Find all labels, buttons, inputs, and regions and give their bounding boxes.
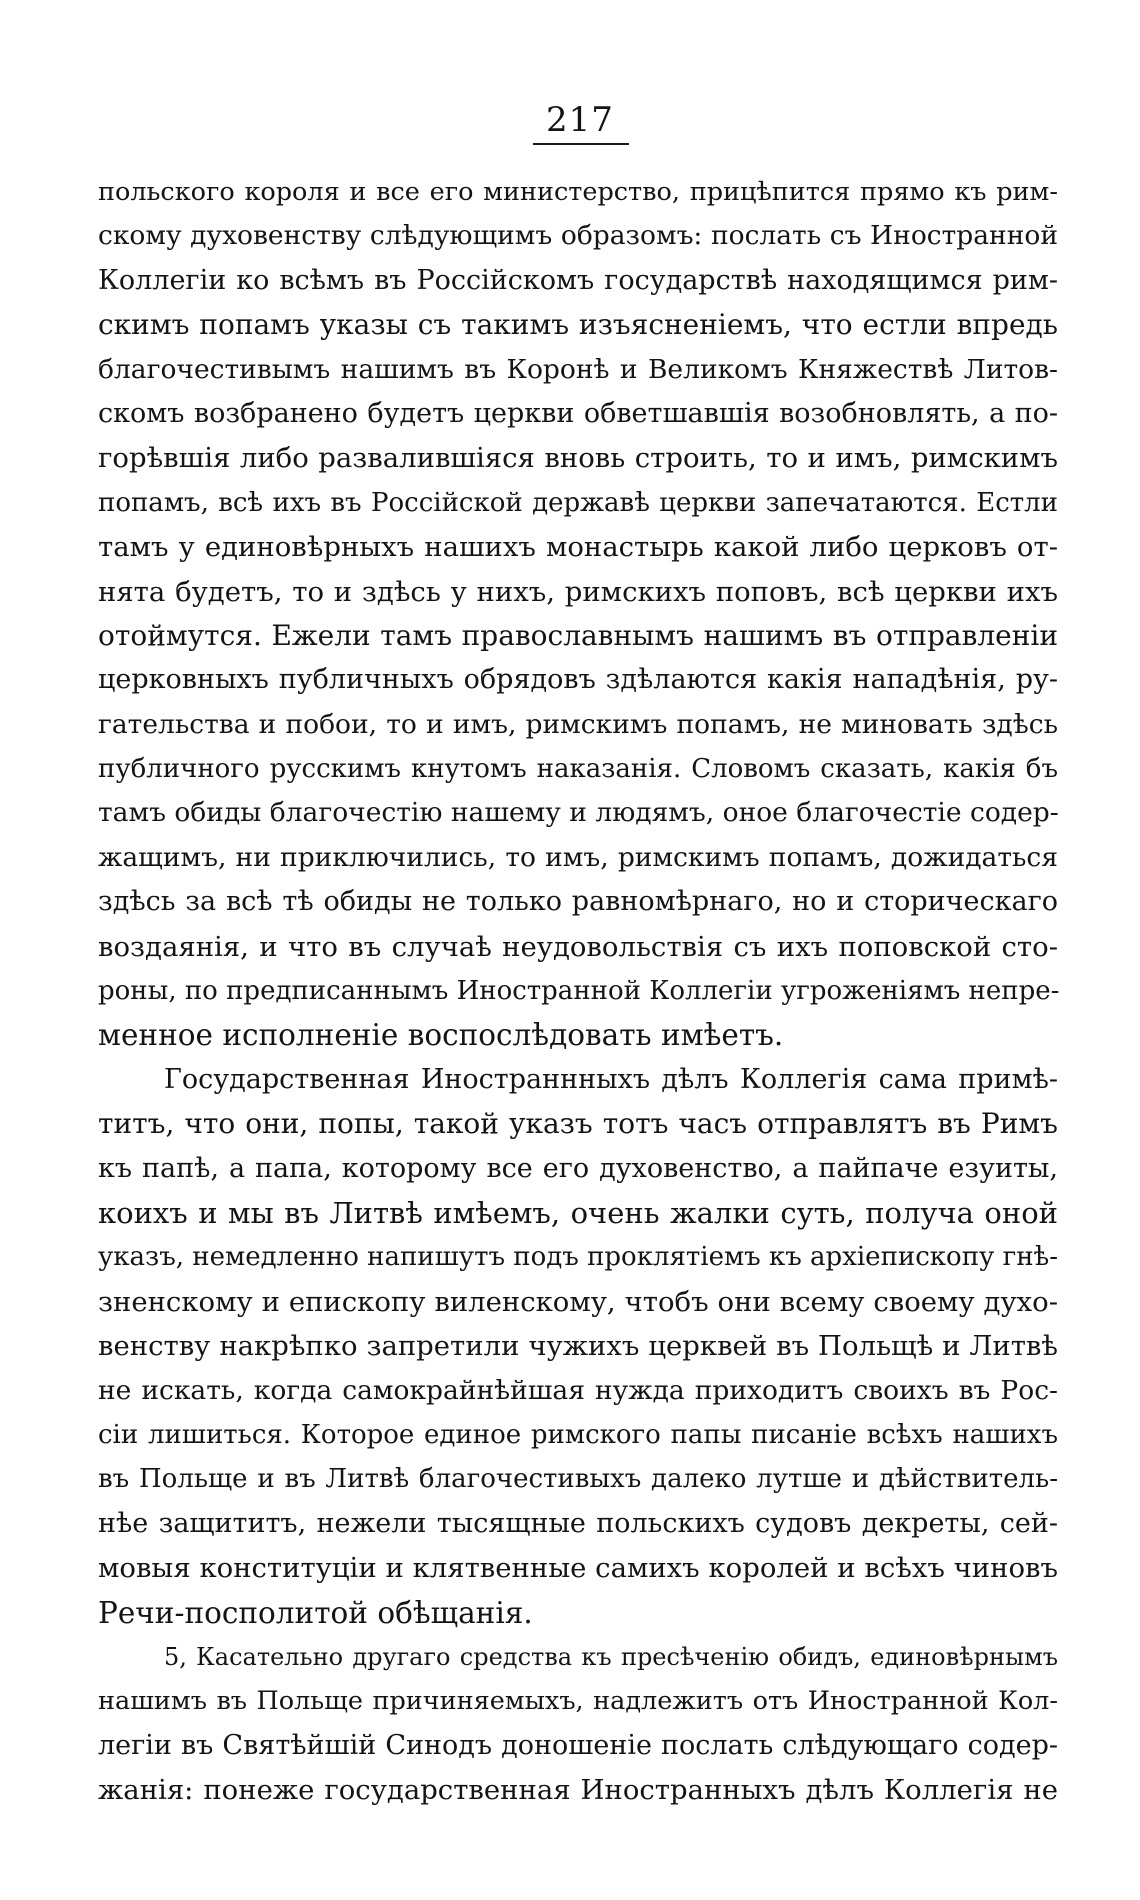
paragraph: [98, 1635, 1058, 1813]
text-line: венству накрѣпко запретили чужихъ церквей въ Польщѣ и Литвѣ: [98, 1330, 1058, 1363]
text-line: жанія: понеже государственная Иностранныхъ дѣлъ Коллегія не: [98, 1774, 1058, 1807]
text-line: титъ, что они, попы, такой указъ тотъ часъ отправлятъ въ Римъ: [98, 1107, 1058, 1141]
text-line: польского короля и все его министерство, прицѣпится прямо къ рим-: [98, 177, 1058, 207]
paragraph: [98, 1058, 1058, 1635]
text-line: скомъ возбранено будетъ церкви обветшавшія возобновлять, а по-: [98, 397, 1058, 429]
text-line: роны, по предписаннымъ Иностранной Коллегіи угроженіямъ непре-: [98, 976, 1060, 1007]
text-line: нѣе защититъ, нежели тысящные польскихъ судовъ декреты, сей-: [98, 1507, 1058, 1539]
text-line: тамъ обиды благочестію нашему и людямъ, оное благочестіе содер-: [98, 797, 1059, 829]
body-text: [98, 170, 1058, 1812]
text-line: Государственная Иностраннныхъ дѣлъ Коллегія сама примѣ-: [164, 1063, 1058, 1095]
text-line: благочестивымъ нашимъ въ Коронѣ и Великомъ Княжествѣ Литов-: [98, 353, 1058, 385]
text-line: Коллегіи ко всѣмъ въ Россійскомъ государствѣ находящимся рим-: [98, 264, 1058, 296]
page-number-rule: [533, 143, 629, 145]
text-line: легіи въ Святѣйшій Синодъ доношеніе послать слѣдующаго содер-: [98, 1729, 1058, 1761]
text-line: тамъ у единовѣрныхъ нашихъ монастырь какой либо церковъ от-: [98, 531, 1058, 564]
text-line: 5, Касательно другаго средства къ пресѣченію обидъ, единовѣрнымъ: [164, 1642, 1058, 1671]
text-line: сіи лишиться. Которое единое римского папы писаніе всѣхъ нашихъ: [98, 1419, 1058, 1450]
text-line: нашимъ въ Польще причиняемыхъ, надлежитъ отъ Иностранной Кол-: [98, 1686, 1058, 1717]
text-line: къ папѣ, а папа, которому все его духовенство, а пайпаче езуиты,: [98, 1152, 1058, 1184]
text-line: здѣсь за всѣ тѣ обиды не только равномѣрнаго, но и сторическаго: [98, 886, 1058, 918]
text-line: коихъ и мы въ Литвѣ имѣемъ, очень жалки суть, получа оной: [98, 1195, 1058, 1230]
text-line: скому духовенству слѣдующимъ образомъ: послать съ Иностранной: [98, 220, 1058, 252]
text-line: не искать, когда самокрайнѣйшая нужда приходитъ своихъ въ Рос-: [98, 1374, 1058, 1406]
page-number: 217: [546, 100, 614, 140]
text-line: указъ, немедленно напишутъ подъ проклятіемъ къ архіепископу гнѣ-: [98, 1242, 1058, 1273]
text-line: въ Польще и въ Литвѣ благочестивыхъ далеко лутше и дѣйствитель-: [98, 1464, 1058, 1495]
text-line: нята будетъ, то и здѣсь у нихъ, римскихъ поповъ, всѣ церкви ихъ: [98, 575, 1058, 608]
text-line: гательства и побои, то и имъ, римскимъ попамъ, не миновать здѣсь: [98, 708, 1058, 740]
text-line: зненскому и епископу виленскому, чтобъ они всему своему духо-: [98, 1285, 1058, 1318]
text-line: попамъ, всѣ ихъ въ Россійской державѣ церкви запечатаются. Естли: [98, 487, 1058, 518]
text-line: жащимъ, ни приключились, то имъ, римскимъ попамъ, дожидаться: [98, 841, 1058, 873]
text-line: горѣвшія либо развалившіяся вновь строить, то и имъ, римскимъ: [98, 442, 1058, 475]
text-line: публичного русскимъ кнутомъ наказанія. Словомъ сказать, какія бъ: [98, 754, 1058, 785]
text-line: Речи-посполитой обѣщанія.: [98, 1595, 533, 1630]
text-line: церковныхъ публичныхъ обрядовъ здѣлаются какія нападѣнія, ру-: [98, 664, 1058, 696]
text-line: скимъ попамъ указы съ такимъ изъясненіемъ, что естли впредь: [98, 308, 1058, 342]
paragraph: [98, 170, 1058, 1058]
text-line: воздаянія, и что въ случаѣ неудовольствія съ ихъ поповской сто-: [98, 930, 1058, 963]
text-line: мовыя конституціи и клятвенные самихъ королей и всѣхъ чиновъ: [98, 1552, 1058, 1585]
text-line: менное исполненіе воспослѣдовать имѣетъ.: [98, 1018, 784, 1053]
text-line: отоймутся. Ежели тамъ православнымъ нашимъ въ отправленіи: [98, 618, 1058, 652]
